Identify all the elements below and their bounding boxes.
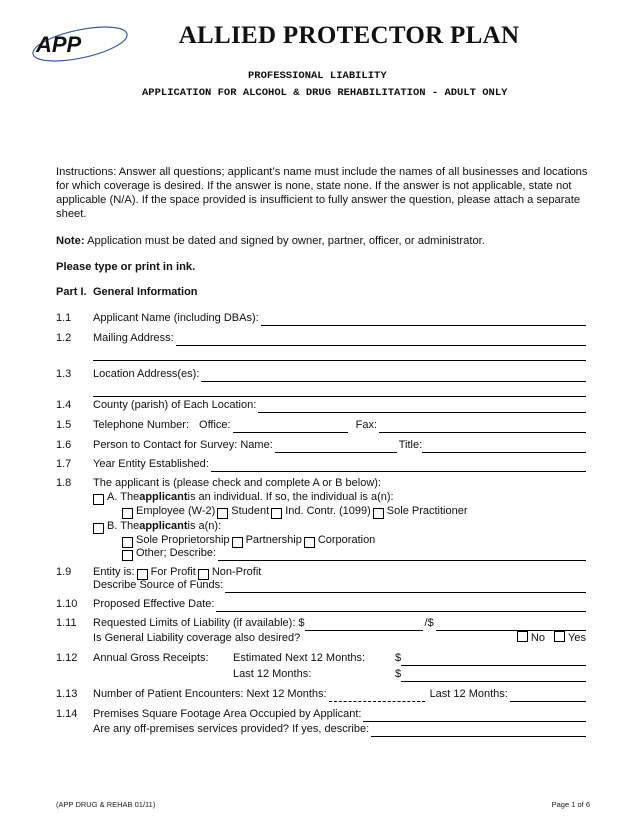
part-number: Part I. — [56, 286, 87, 298]
page-title: ALLIED PROTECTOR PLAN — [178, 22, 520, 49]
last-12-label: Last 12 Months: — [233, 668, 312, 680]
note-text: Application must be dated and signed by owner, partner, officer, or administrator. — [84, 235, 485, 247]
option-a-bold: applicant — [139, 491, 188, 503]
other-label: Other; Describe: — [136, 547, 217, 559]
question-1-5 — [56, 418, 586, 433]
q-number: 1.8 — [56, 477, 72, 489]
option-b — [56, 519, 586, 534]
q-number: 1.6 — [56, 439, 72, 451]
option-a-prefix: A. The — [107, 491, 140, 503]
note-label: Note: — [56, 235, 85, 247]
location-address-line-2 — [56, 384, 586, 399]
q-label: The applicant is (please check and complete A or B below): — [93, 477, 381, 489]
question-1-3 — [56, 367, 586, 382]
q-label: Year Entity Established: — [93, 458, 209, 470]
gl-yes-checkbox[interactable] — [554, 631, 565, 642]
logo-text: APP — [36, 32, 82, 57]
question-1-13 — [56, 687, 586, 702]
student-checkbox[interactable] — [217, 508, 228, 519]
off-premises-label: Are any off-premises services provided? If yes, describe: — [93, 723, 370, 735]
subtitle-2: APPLICATION FOR ALCOHOL & DRUG REHABILITATION - ADULT ONLY — [142, 87, 508, 99]
q-label: Requested Limits of Liability (if available): $ — [93, 617, 305, 629]
ind-contr-label: Ind. Contr. (1099) — [285, 505, 371, 517]
for-profit-label: For Profit — [150, 566, 196, 578]
q-label: County (parish) of Each Location: — [93, 399, 257, 411]
fax-label: Fax: — [355, 419, 378, 431]
question-1-14 — [56, 707, 586, 722]
general-liability-question — [56, 631, 586, 646]
form-code: (APP DRUG & REHAB 01/11) — [56, 800, 156, 809]
question-1-7 — [56, 457, 586, 472]
ind-contr-checkbox[interactable] — [271, 508, 282, 519]
county-field[interactable] — [258, 400, 586, 413]
fax-field[interactable] — [379, 420, 586, 433]
source-of-funds — [56, 578, 586, 593]
encounters-last-12-label: Last 12 Months: — [429, 688, 508, 700]
q-number: 1.5 — [56, 419, 72, 431]
limit-per-claim-field[interactable] — [305, 618, 423, 631]
dollar-sign: $ — [395, 668, 402, 680]
option-a-suffix: is an individual. If so, the individual is a(n): — [187, 491, 394, 503]
applicant-name-field[interactable] — [261, 313, 586, 326]
q-label: Annual Gross Receipts: — [93, 652, 209, 664]
type-print-note: Please type or print in ink. — [56, 261, 196, 273]
q-label: Entity is: — [93, 566, 135, 578]
option-b-prefix: B. The — [107, 520, 140, 532]
q-label: Mailing Address: — [93, 332, 174, 344]
question-1-11 — [56, 616, 586, 631]
q-number: 1.12 — [56, 652, 78, 664]
source-of-funds-field[interactable] — [225, 580, 586, 593]
q-number: 1.14 — [56, 708, 78, 720]
q-label: Location Address(es): — [93, 368, 200, 380]
option-a-choices — [56, 504, 586, 519]
corporation-label: Corporation — [317, 534, 376, 546]
q-number: 1.10 — [56, 598, 78, 610]
question-1-6 — [56, 438, 586, 453]
employee-label: Employee (W-2) — [136, 505, 216, 517]
student-label: Student — [231, 505, 270, 517]
gl-no-label: No — [530, 632, 545, 644]
q-number: 1.11 — [56, 617, 77, 629]
mailing-address-line-2 — [56, 348, 586, 363]
gl-no-checkbox[interactable] — [517, 631, 528, 642]
option-b-bold: applicant — [139, 520, 188, 532]
square-footage-field[interactable] — [363, 709, 586, 722]
option-b-other — [56, 546, 586, 561]
sole-proprietorship-label: Sole Proprietorship — [136, 534, 230, 546]
mailing-address-field[interactable] — [176, 333, 586, 346]
other-describe-field[interactable] — [218, 548, 586, 561]
non-profit-label: Non-Profit — [211, 566, 262, 578]
employee-checkbox[interactable] — [122, 508, 133, 519]
q-label: Number of Patient Encounters: Next 12 Months: — [93, 688, 327, 700]
q-label: Proposed Effective Date: — [93, 598, 215, 610]
option-b-suffix: is a(n): — [187, 520, 222, 532]
estimated-label: Estimated Next 12 Months: — [233, 652, 366, 664]
source-of-funds-label: Describe Source of Funds: — [93, 579, 224, 591]
title-label: Title: — [398, 439, 423, 451]
q-number: 1.13 — [56, 688, 78, 700]
office-label: Office: — [199, 419, 231, 431]
question-1-4 — [56, 398, 586, 413]
receipts-last-12 — [56, 667, 586, 682]
subtitle-1: PROFESSIONAL LIABILITY — [248, 70, 387, 82]
general-liability-label: Is General Liability coverage also desired? — [93, 632, 301, 644]
q-number: 1.1 — [56, 312, 72, 324]
dollar-sign: $ — [395, 652, 402, 664]
q-number: 1.3 — [56, 368, 72, 380]
sole-practitioner-label: Sole Practitioner — [386, 505, 468, 517]
encounters-last-12-field[interactable] — [510, 689, 586, 702]
contact-title-field[interactable] — [422, 440, 586, 453]
question-1-1 — [56, 311, 586, 326]
q-label: Person to Contact for Survey: Name: — [93, 439, 273, 451]
q-label: Telephone Number: — [93, 419, 190, 431]
instructions: Instructions: Answer all questions; applicant’s name must include the names of all businesses and locations for which coverage is desired. If the answer is none, state none. If the answer is not applicable, state not applicable (N/A). If the space provided is insufficient to fully answer the question, please attach a separate sheet. — [56, 166, 588, 220]
encounters-next-12-field[interactable] — [329, 689, 425, 702]
gl-yes-label: Yes — [568, 632, 586, 644]
part-heading — [56, 285, 586, 300]
other-checkbox[interactable] — [122, 550, 133, 561]
q-label: Applicant Name (including DBAs): — [93, 312, 259, 324]
receipts-next-12-field[interactable] — [401, 653, 586, 666]
question-1-2 — [56, 331, 586, 346]
q-number: 1.2 — [56, 332, 72, 344]
receipts-last-12-field[interactable] — [401, 669, 586, 682]
note — [56, 234, 596, 248]
limit-aggregate-field[interactable] — [436, 618, 586, 631]
q-number: 1.7 — [56, 458, 72, 470]
location-address-field[interactable] — [201, 369, 586, 382]
office-phone-field[interactable] — [233, 420, 348, 433]
off-premises-question — [56, 722, 586, 737]
question-1-12 — [56, 651, 586, 666]
year-established-field[interactable] — [211, 459, 586, 472]
sole-practitioner-checkbox[interactable] — [373, 508, 384, 519]
q-number: 1.4 — [56, 399, 72, 411]
off-premises-field[interactable] — [371, 724, 586, 737]
slash-dollar: /$ — [424, 617, 434, 629]
part-title: General Information — [93, 286, 198, 298]
location-address-field-2[interactable] — [93, 384, 586, 397]
question-1-8 — [56, 476, 586, 491]
effective-date-field[interactable] — [216, 599, 586, 612]
page-number: Page 1 of 6 — [551, 800, 590, 809]
q-label: Premises Square Footage Area Occupied by Applicant: — [93, 708, 362, 720]
option-a — [56, 490, 586, 505]
q-number: 1.9 — [56, 566, 72, 578]
question-1-10 — [56, 597, 586, 612]
partnership-label: Partnership — [245, 534, 302, 546]
contact-name-field[interactable] — [275, 440, 397, 453]
mailing-address-field-2[interactable] — [93, 348, 586, 361]
